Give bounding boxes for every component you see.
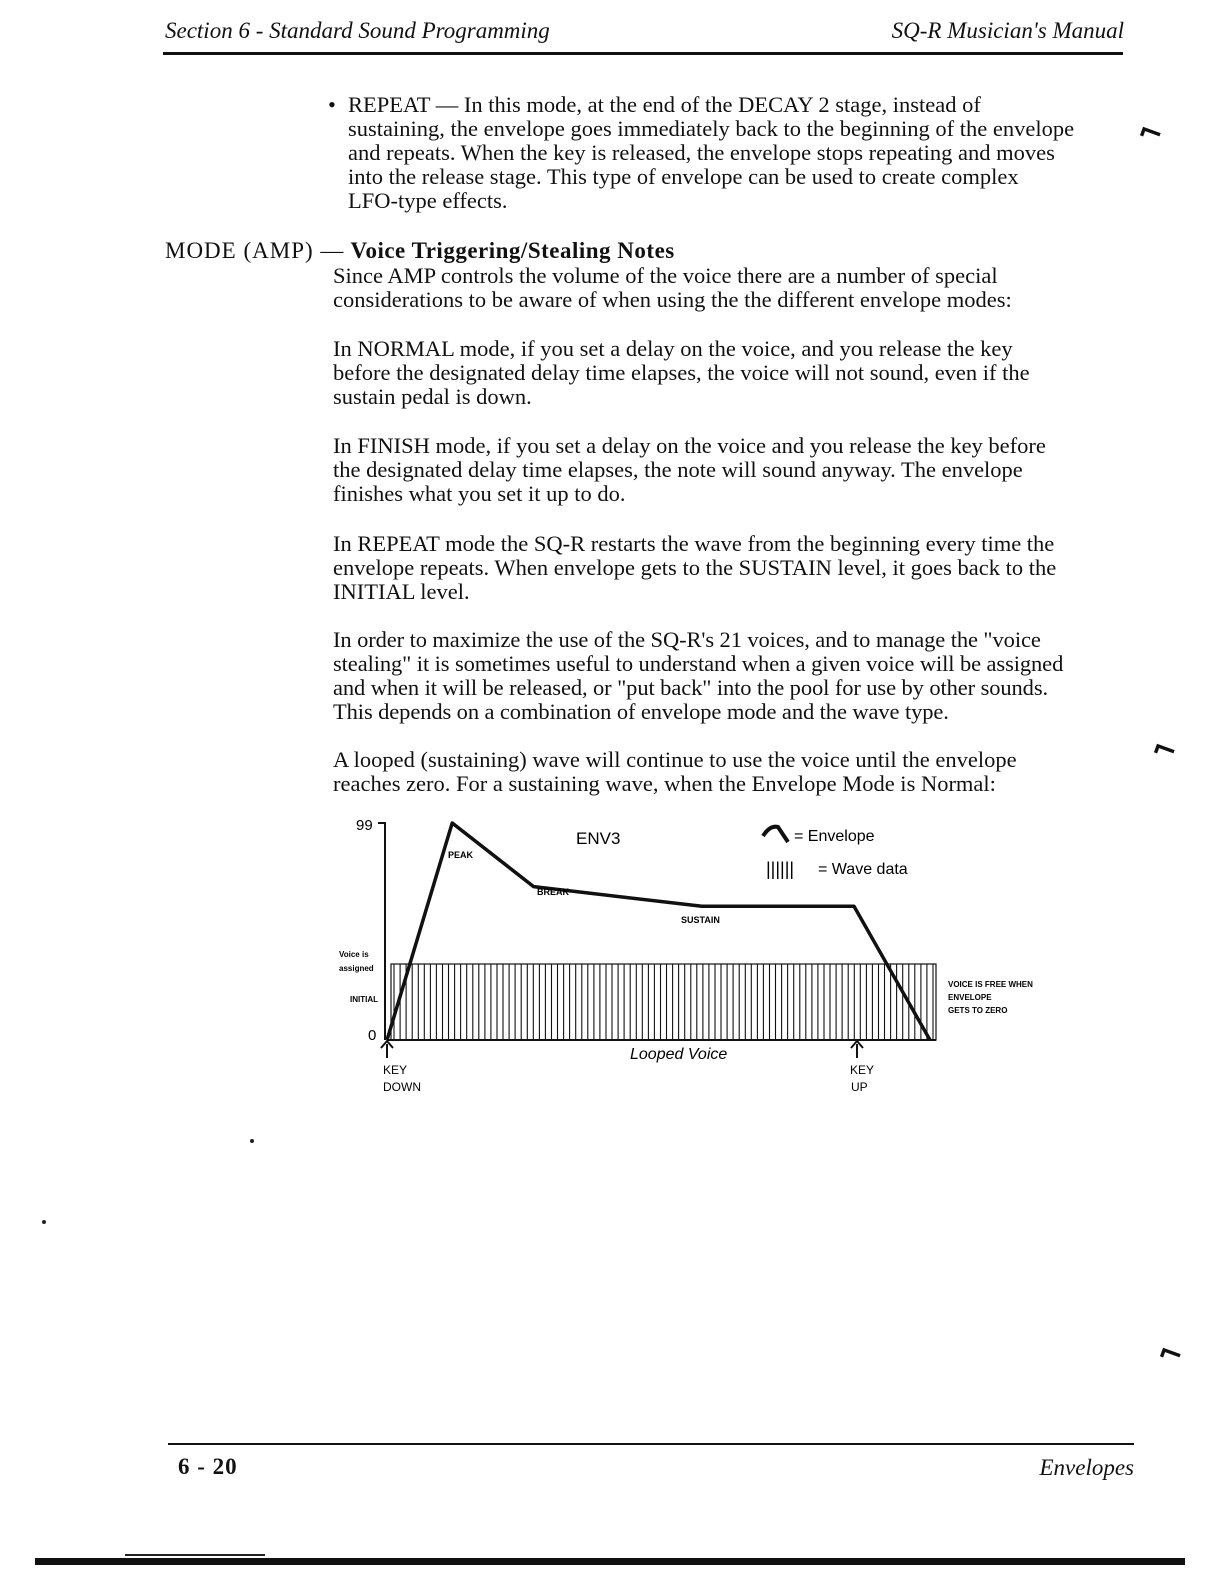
paragraph-intro <box>333 264 1133 312</box>
label-voice-is: Voice is <box>339 950 369 959</box>
footer-rule <box>168 1443 1134 1445</box>
paragraph-line: the designated delay time elapses, the note will sound anyway. The envelope <box>333 457 1023 482</box>
paragraph-line: finishes what you set it up to do. <box>333 481 626 506</box>
scan-edge-thin <box>125 1554 265 1556</box>
paragraph-line: reaches zero. For a sustaining wave, when the Envelope Mode is Normal: <box>333 771 996 796</box>
paragraph-repeat-mode <box>333 532 1133 604</box>
y-tick-99: 99 <box>356 817 373 834</box>
wave-data-bars <box>387 964 936 1040</box>
label-sustain: SUSTAIN <box>681 915 720 925</box>
bullet-line: LFO-type effects. <box>348 188 508 213</box>
footer-section: Envelopes <box>1039 1455 1134 1480</box>
bullet-line: sustaining, the envelope goes immediately back to the beginning of the envelope <box>348 116 1075 141</box>
bullet-line: and repeats. When the key is released, the envelope stops repeating and moves <box>348 140 1055 165</box>
bullet-symbol: • <box>328 92 336 117</box>
margin-mark: ⌐ <box>1146 729 1183 772</box>
paragraph-line: Since AMP controls the volume of the voice there are a number of special <box>333 263 998 288</box>
paragraph-line: envelope repeats. When envelope gets to the SUSTAIN level, it goes back to the <box>333 555 1057 580</box>
paragraph-line: A looped (sustaining) wave will continue to use the voice until the envelope <box>333 747 1017 772</box>
section-mode: MODE (AMP) — <box>165 238 345 263</box>
paragraph-line: In order to maximize the use of the SQ-R's 21 voices, and to manage the "voice <box>333 627 1041 652</box>
y-tick-0: 0 <box>368 1027 377 1044</box>
repeat-bullet <box>328 93 1148 213</box>
speck <box>250 1139 254 1143</box>
paragraph-line: INITIAL level. <box>333 579 470 604</box>
chart-title: ENV3 <box>576 829 621 848</box>
paragraph-line: and when it will be released, or "put back" into the pool for use by other sounds. <box>333 675 1049 700</box>
label-key-up-2: UP <box>851 1080 868 1094</box>
label-key-down-1: KEY <box>383 1063 408 1077</box>
paragraph-line: before the designated delay time elapses, the voice will not sound, even if the <box>333 360 1030 385</box>
paragraph-line: This depends on a combination of envelope mode and the wave type. <box>333 699 949 724</box>
paragraph-normal-mode <box>333 337 1133 409</box>
paragraph-finish-mode <box>333 434 1133 506</box>
label-assigned: assigned <box>339 964 374 973</box>
bullet-line: REPEAT — In this mode, at the end of the DECAY 2 stage, instead of <box>348 92 981 117</box>
margin-mark: ⌐ <box>1132 112 1169 155</box>
legend-wave-icon: |||||| <box>766 859 795 879</box>
paragraph-line: In NORMAL mode, if you set a delay on the voice, and you release the key <box>333 336 1013 361</box>
speck <box>42 1220 46 1224</box>
paragraph-line: sustain pedal is down. <box>333 384 532 409</box>
section-heading <box>165 238 675 264</box>
paragraph-looped-wave <box>333 748 1133 796</box>
label-key-up-1: KEY <box>850 1063 875 1077</box>
legend-envelope-label: = Envelope <box>794 828 875 845</box>
label-initial: INITIAL <box>350 995 378 1004</box>
legend-envelope-icon <box>763 827 788 842</box>
page-number: 6 - 20 <box>178 1454 238 1479</box>
paragraph-line: In FINISH mode, if you set a delay on the voice and you release the key before <box>333 433 1046 458</box>
label-free-1: VOICE IS FREE WHEN <box>948 980 1033 989</box>
header-rule <box>163 52 1123 55</box>
margin-mark: ⌐ <box>1152 1333 1189 1376</box>
label-free-3: GETS TO ZERO <box>948 1006 1008 1015</box>
scan-edge <box>35 1558 1185 1565</box>
bullet-line: into the release stage. This type of envelope can be used to create complex <box>348 164 1019 189</box>
label-peak: PEAK <box>448 850 474 860</box>
paragraph-voice-stealing <box>333 628 1133 724</box>
envelope-diagram <box>330 812 1070 1112</box>
label-break: BREAK <box>537 887 570 897</box>
label-free-2: ENVELOPE <box>948 993 992 1002</box>
header-section-title: Section 6 - Standard Sound Programming <box>165 18 550 43</box>
paragraph-line: considerations to be aware of when using the the different envelope modes: <box>333 287 1012 312</box>
label-looped-voice: Looped Voice <box>630 1046 728 1063</box>
section-title: Voice Triggering/Stealing Notes <box>350 238 675 263</box>
header-manual-title: SQ-R Musician's Manual <box>891 18 1124 43</box>
paragraph-line: In REPEAT mode the SQ-R restarts the wave from the beginning every time the <box>333 531 1055 556</box>
label-key-down-2: DOWN <box>383 1080 421 1094</box>
paragraph-line: stealing" it is sometimes useful to understand when a given voice will be assigned <box>333 651 1064 676</box>
legend-wave-label: = Wave data <box>818 861 908 878</box>
